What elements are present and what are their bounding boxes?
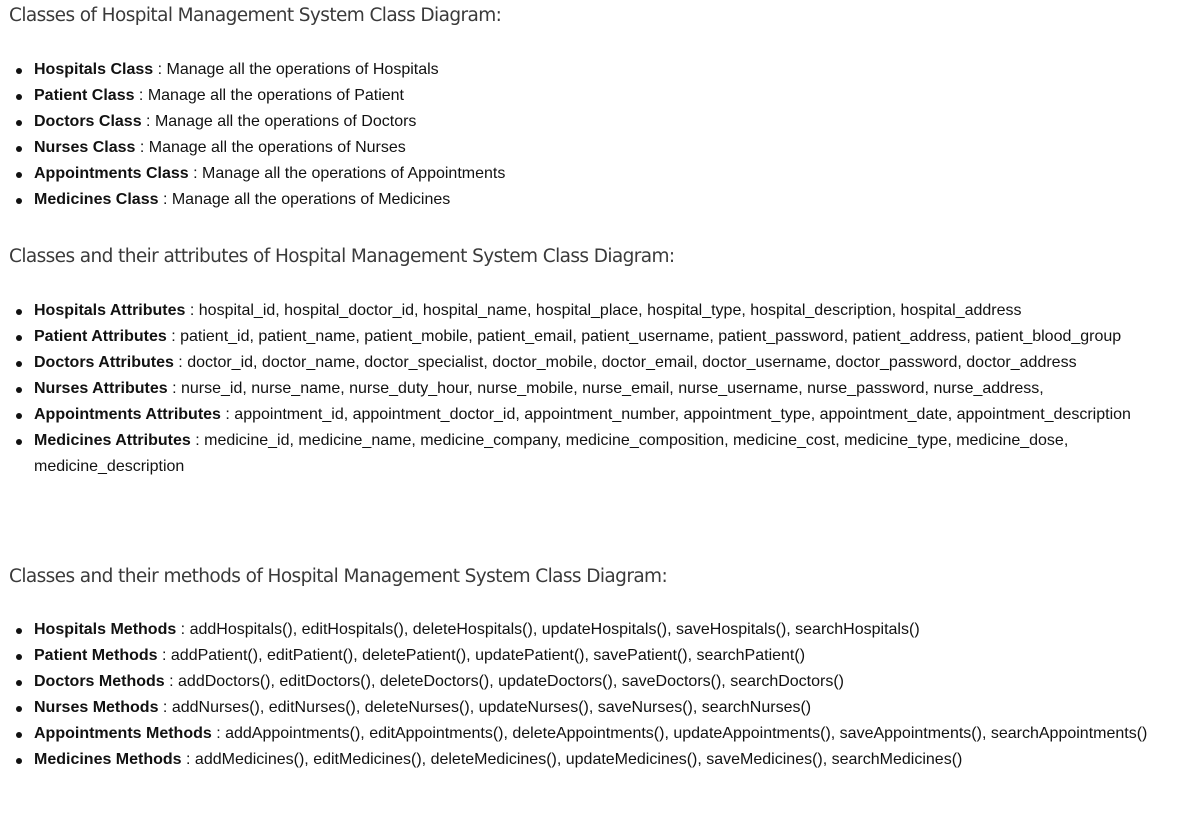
list-item-term: Medicines Class <box>34 191 159 208</box>
list-item-term: Doctors Methods <box>34 673 165 690</box>
list-item-text: addPatient(), editPatient(), deletePatient(), updatePatient(), savePatient(), searchPatient() <box>170 647 806 664</box>
list-item-text: medicine_id, medicine_name, medicine_company, medicine_composition, medicine_cost, medicine_type, medicine_dose, medicine_description <box>34 432 1069 475</box>
list-item: Hospitals Attributes : hospital_id, hospital_doctor_id, hospital_name, hospital_place, hospital_type, hospital_description, hospital_address <box>12 298 1192 324</box>
list-item: Nurses Methods : addNurses(), editNurses(), deleteNurses(), updateNurses(), saveNurses(), searchNurses() <box>12 695 1192 721</box>
list-item: Doctors Class : Manage all the operations of Doctors <box>12 109 1192 135</box>
section-heading-classes: Classes of Hospital Management System Class Diagram: <box>9 5 502 26</box>
list-item-text: hospital_id, hospital_doctor_id, hospital_name, hospital_place, hospital_type, hospital_description, hospital_address <box>198 302 1022 319</box>
list-item-text: patient_id, patient_name, patient_mobile, patient_email, patient_username, patient_password, patient_address, patient_blood_group <box>180 328 1122 345</box>
list-item: Nurses Class : Manage all the operations of Nurses <box>12 135 1192 161</box>
list-item-term: Hospitals Attributes <box>34 302 186 319</box>
list-item-term: Hospitals Class <box>34 61 154 78</box>
list-item: Hospitals Class : Manage all the operations of Hospitals <box>12 57 1192 83</box>
list-item-text: nurse_id, nurse_name, nurse_duty_hour, nurse_mobile, nurse_email, nurse_username, nurse_password, nurse_address, <box>181 380 1044 397</box>
list-item-text: appointment_id, appointment_doctor_id, appointment_number, appointment_type, appointment_date, appointment_description <box>234 406 1131 423</box>
list-item: Nurses Attributes : nurse_id, nurse_name, nurse_duty_hour, nurse_mobile, nurse_email, nurse_username, nurse_password, nurse_address, <box>12 376 1192 402</box>
list-item-term: Hospitals Methods <box>34 621 177 638</box>
list-item-term: Medicines Methods <box>34 751 182 768</box>
list-item-term: Nurses Attributes <box>34 380 168 397</box>
list-item-text: Manage all the operations of Hospitals <box>166 61 439 78</box>
list-item: Appointments Methods : addAppointments(), editAppointments(), deleteAppointments(), updateAppointments(), saveAppointments(), searchAppointments() <box>12 721 1192 747</box>
methods-list <box>12 617 1192 773</box>
list-item: Medicines Methods : addMedicines(), editMedicines(), deleteMedicines(), updateMedicines(), saveMedicines(), searchMedicines() <box>12 747 1192 773</box>
list-item-term: Appointments Methods <box>34 725 212 742</box>
list-item-text: addAppointments(), editAppointments(), deleteAppointments(), updateAppointments(), saveAppointments(), searchAppointments() <box>225 725 1148 742</box>
list-item-term: Nurses Class <box>34 139 136 156</box>
list-item: Hospitals Methods : addHospitals(), editHospitals(), deleteHospitals(), updateHospitals(), saveHospitals(), searchHospitals() <box>12 617 1192 643</box>
list-item-text: Manage all the operations of Nurses <box>148 139 406 156</box>
list-item-text: addNurses(), editNurses(), deleteNurses(), updateNurses(), saveNurses(), searchNurses() <box>171 699 812 716</box>
list-item-text: addMedicines(), editMedicines(), deleteMedicines(), updateMedicines(), saveMedicines(), searchMedicines() <box>194 751 963 768</box>
list-item-term: Doctors Attributes <box>34 354 174 371</box>
attributes-list <box>12 298 1192 480</box>
list-item-term: Patient Attributes <box>34 328 167 345</box>
classes-list <box>12 57 1192 213</box>
list-item-term: Appointments Attributes <box>34 406 221 423</box>
list-item: Doctors Attributes : doctor_id, doctor_name, doctor_specialist, doctor_mobile, doctor_email, doctor_username, doctor_password, doctor_address <box>12 350 1192 376</box>
list-item: Medicines Attributes : medicine_id, medicine_name, medicine_company, medicine_composition, medicine_cost, medicine_type, medicine_dose, medicine_description <box>12 428 1192 480</box>
list-item-term: Patient Methods <box>34 647 158 664</box>
section-heading-attributes: Classes and their attributes of Hospital Management System Class Diagram: <box>9 246 675 267</box>
list-item-term: Doctors Class <box>34 113 142 130</box>
list-item-term: Nurses Methods <box>34 699 159 716</box>
section-heading-methods: Classes and their methods of Hospital Management System Class Diagram: <box>9 566 668 587</box>
list-item-text: Manage all the operations of Doctors <box>154 113 417 130</box>
list-item-term: Medicines Attributes <box>34 432 191 449</box>
list-item-text: Manage all the operations of Medicines <box>171 191 451 208</box>
list-item-text: addDoctors(), editDoctors(), deleteDoctors(), updateDoctors(), saveDoctors(), searchDoctors() <box>178 673 844 690</box>
list-item-text: addHospitals(), editHospitals(), deleteHospitals(), updateHospitals(), saveHospitals(), searchHospitals() <box>189 621 920 638</box>
list-item: Appointments Class : Manage all the operations of Appointments <box>12 161 1192 187</box>
list-item-text: Manage all the operations of Appointments <box>202 165 506 182</box>
list-item-text: Manage all the operations of Patient <box>147 87 404 104</box>
list-item-term: Patient Class <box>34 87 135 104</box>
list-item-term: Appointments Class <box>34 165 189 182</box>
list-item-text: doctor_id, doctor_name, doctor_specialist, doctor_mobile, doctor_email, doctor_username, doctor_password, doctor_address <box>187 354 1077 371</box>
list-item: Appointments Attributes : appointment_id, appointment_doctor_id, appointment_number, appointment_type, appointment_date, appointment_description <box>12 402 1192 428</box>
list-item: Patient Attributes : patient_id, patient_name, patient_mobile, patient_email, patient_username, patient_password, patient_address, patient_blood_group <box>12 324 1192 350</box>
list-item: Medicines Class : Manage all the operations of Medicines <box>12 187 1192 213</box>
list-item: Patient Methods : addPatient(), editPatient(), deletePatient(), updatePatient(), savePatient(), searchPatient() <box>12 643 1192 669</box>
list-item: Patient Class : Manage all the operations of Patient <box>12 83 1192 109</box>
list-item: Doctors Methods : addDoctors(), editDoctors(), deleteDoctors(), updateDoctors(), saveDoctors(), searchDoctors() <box>12 669 1192 695</box>
